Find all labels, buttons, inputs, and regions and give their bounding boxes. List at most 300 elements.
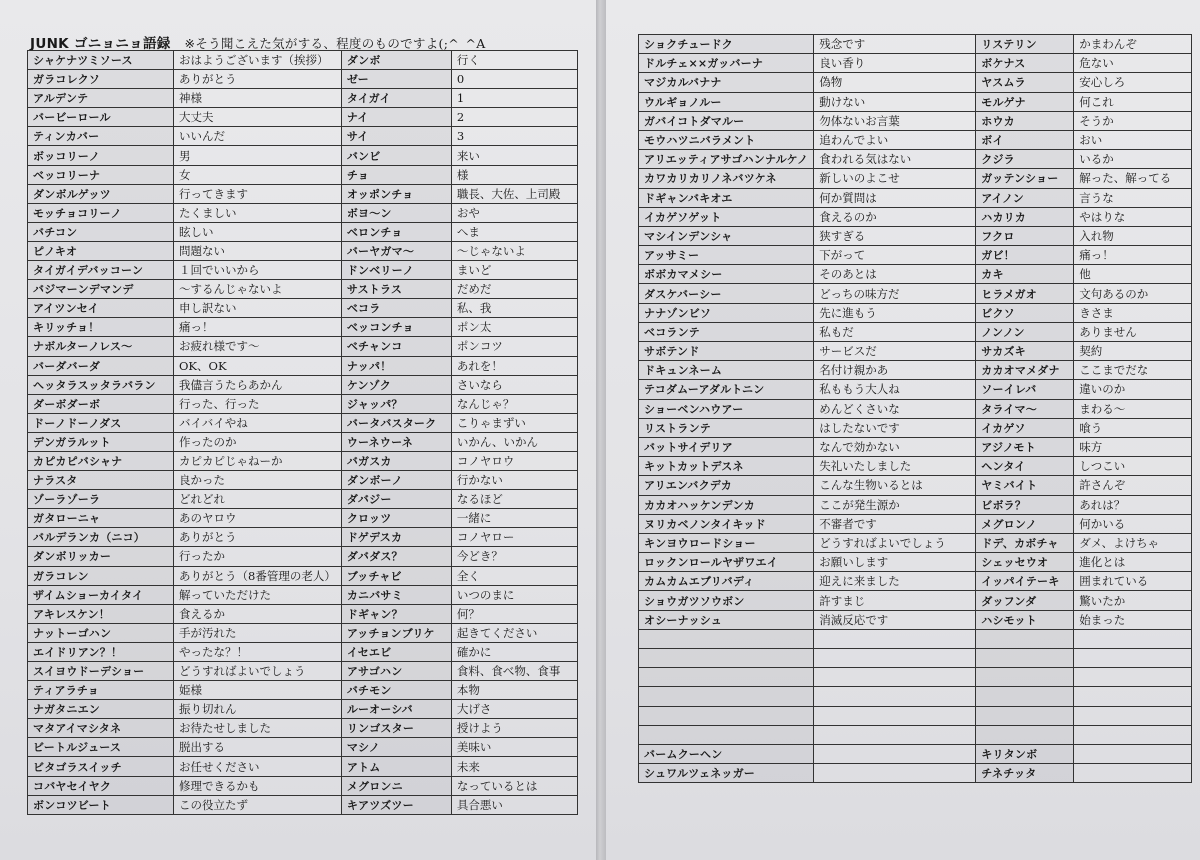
meaning-cell: こんな生物いるとは (814, 476, 976, 495)
term-cell: ウルギョノルー (639, 92, 814, 111)
term-cell: バンビ (341, 146, 451, 165)
meaning-cell: サービスだ (814, 342, 976, 361)
meaning-cell: 動けない (814, 92, 976, 111)
term-cell: ダッフンダ (976, 591, 1074, 610)
table-row (639, 226, 1192, 245)
term-cell: ヒラメガオ (976, 284, 1074, 303)
table-row (639, 610, 1192, 629)
term-cell: ナットーゴハン (28, 623, 174, 642)
meaning-cell: 女 (174, 165, 342, 184)
meaning-cell: へま (451, 222, 577, 241)
term-cell: サストラス (341, 280, 451, 299)
table-row (28, 318, 578, 337)
table-row (28, 356, 578, 375)
meaning-cell: めんどくさいな (814, 399, 976, 418)
term-cell: クジラ (976, 150, 1074, 169)
meaning-cell (1074, 744, 1192, 763)
meaning-cell: ダメ、よけちゃ (1074, 533, 1192, 552)
meaning-cell: 新しいのよこせ (814, 169, 976, 188)
term-cell (976, 706, 1074, 725)
meaning-cell: 大げさ (451, 700, 577, 719)
term-cell: キンヨウロードショー (639, 533, 814, 552)
meaning-cell: 具合悪い (451, 795, 577, 814)
meaning-cell (814, 725, 976, 744)
term-cell: ダンボ (341, 51, 451, 70)
term-cell: ベッコンチョ (341, 318, 451, 337)
table-row (639, 265, 1192, 284)
term-cell: ビクソ (976, 303, 1074, 322)
table-row (639, 553, 1192, 572)
table-row (28, 776, 578, 795)
meaning-cell: おはようございます（挨拶） (174, 51, 342, 70)
meaning-cell: 私ももう大人ね (814, 380, 976, 399)
term-cell: オシーナッシュ (639, 610, 814, 629)
term-cell: モッチョコリーノ (28, 203, 174, 222)
term-cell: ヌリカベノンタイキッド (639, 514, 814, 533)
term-cell: シュワルツェネッガー (639, 764, 814, 783)
term-cell: キットカットデスネ (639, 457, 814, 476)
table-row (639, 744, 1192, 763)
meaning-cell: 作ったのか (174, 432, 342, 451)
meaning-cell: 行く (451, 51, 577, 70)
meaning-cell: この役立たず (174, 795, 342, 814)
meaning-cell: 驚いたか (1074, 591, 1192, 610)
meaning-cell: ～するんじゃないよ (174, 280, 342, 299)
term-cell: バルデランカ（ニコ） (28, 528, 174, 547)
term-cell: チョ (341, 165, 451, 184)
meaning-cell: おい (1074, 130, 1192, 149)
table-row (639, 437, 1192, 456)
term-cell: タライマ～ (976, 399, 1074, 418)
term-cell: ガラコレン (28, 566, 174, 585)
meaning-cell: 囲まれている (1074, 572, 1192, 591)
term-cell: ダスケバーシー (639, 284, 814, 303)
meaning-cell: ここまでだな (1074, 361, 1192, 380)
table-row (639, 342, 1192, 361)
table-row (639, 399, 1192, 418)
meaning-cell: 未来 (451, 757, 577, 776)
table-row (28, 719, 578, 738)
meaning-cell: 消滅反応です (814, 610, 976, 629)
term-cell: アイツンセイ (28, 299, 174, 318)
table-row (639, 457, 1192, 476)
left-glossary-table (27, 50, 578, 815)
meaning-cell (1074, 687, 1192, 706)
term-cell: マタアイマシタネ (28, 719, 174, 738)
table-row (639, 303, 1192, 322)
term-cell: アリエッティアサゴハンナルケノ (639, 150, 814, 169)
table-row (28, 623, 578, 642)
meaning-cell (814, 649, 976, 668)
meaning-cell: あれを！ (451, 356, 577, 375)
term-cell (976, 668, 1074, 687)
term-cell (639, 649, 814, 668)
term-cell (639, 668, 814, 687)
left-page (0, 0, 596, 860)
meaning-cell: 私、我 (451, 299, 577, 318)
meaning-cell: どうすればよいでしょう (814, 533, 976, 552)
table-row (639, 380, 1192, 399)
meaning-cell (1074, 668, 1192, 687)
term-cell: ナッパ！ (341, 356, 451, 375)
meaning-cell: 不審者です (814, 514, 976, 533)
term-cell: バームクーヘン (639, 744, 814, 763)
term-cell (976, 649, 1074, 668)
term-cell: クロッツ (341, 509, 451, 528)
meaning-cell: 進化とは (1074, 553, 1192, 572)
term-cell: リンゴスター (341, 719, 451, 738)
term-cell: ハシモット (976, 610, 1074, 629)
term-cell: ダバジー (341, 490, 451, 509)
table-row (639, 207, 1192, 226)
meaning-cell: 違いのか (1074, 380, 1192, 399)
term-cell: アキレスケン！ (28, 604, 174, 623)
table-row (28, 471, 578, 490)
meaning-cell: 申し訳ない (174, 299, 342, 318)
meaning-cell: かまわんぞ (1074, 35, 1192, 54)
term-cell: マシノ (341, 738, 451, 757)
meaning-cell: ここが発生源か (814, 495, 976, 514)
term-cell: ガタローニャ (28, 509, 174, 528)
meaning-cell: ポンコツ (451, 337, 577, 356)
meaning-cell: 起きてください (451, 623, 577, 642)
title-note: ※そう聞こえた気がする、程度のものですよ(;^_^A (184, 36, 486, 51)
table-row (28, 642, 578, 661)
table-row (639, 188, 1192, 207)
term-cell: ダバダス？ (341, 547, 451, 566)
meaning-cell: やったな？！ (174, 642, 342, 661)
term-cell: ベコラ (341, 299, 451, 318)
term-cell: オッポンチョ (341, 184, 451, 203)
term-cell: ボイ (976, 130, 1074, 149)
meaning-cell: 問題ない (174, 241, 342, 260)
term-cell: バーダバーダ (28, 356, 174, 375)
term-cell: ティアラチョ (28, 681, 174, 700)
meaning-cell: どうすればよいでしょう (174, 662, 342, 681)
table-row (639, 725, 1192, 744)
term-cell: ベッコリーナ (28, 165, 174, 184)
term-cell (639, 706, 814, 725)
table-row (639, 169, 1192, 188)
right-glossary-table (638, 34, 1192, 783)
term-cell: バジマーンデマンデ (28, 280, 174, 299)
term-cell: ビートルジュース (28, 738, 174, 757)
meaning-cell: 痛っ！ (1074, 246, 1192, 265)
meaning-cell: 神様 (174, 89, 342, 108)
term-cell: ベチャンコ (341, 337, 451, 356)
table-row (28, 127, 578, 146)
term-cell: ティンカバー (28, 127, 174, 146)
meaning-cell: 狭すぎる (814, 226, 976, 245)
meaning-cell: お疲れ様です～ (174, 337, 342, 356)
table-row (639, 591, 1192, 610)
term-cell: カキ (976, 265, 1074, 284)
term-cell: ガバイコトダマルー (639, 111, 814, 130)
term-cell: ドキュンネーム (639, 361, 814, 380)
meaning-cell: おや (451, 203, 577, 222)
meaning-cell: 残念です (814, 35, 976, 54)
meaning-cell: 1 (451, 89, 577, 108)
table-row (28, 528, 578, 547)
meaning-cell: なんじゃ？ (451, 394, 577, 413)
meaning-cell: コノヤロー (451, 528, 577, 547)
meaning-cell: 良かった (174, 471, 342, 490)
table-row (28, 89, 578, 108)
term-cell (976, 629, 1074, 648)
meaning-cell: カピカピじゃねーか (174, 451, 342, 470)
meaning-cell: 許すまじ (814, 591, 976, 610)
meaning-cell: 入れ物 (1074, 226, 1192, 245)
meaning-cell: 美味い (451, 738, 577, 757)
meaning-cell: 何？ (451, 604, 577, 623)
meaning-cell: 一緒に (451, 509, 577, 528)
term-cell: イセエビ (341, 642, 451, 661)
term-cell: ナナゾンビソ (639, 303, 814, 322)
term-cell (639, 629, 814, 648)
table-row (28, 585, 578, 604)
term-cell: ロックンロールヤザワエイ (639, 553, 814, 572)
meaning-cell: 職長、大佐、上司殿 (451, 184, 577, 203)
table-row (639, 361, 1192, 380)
term-cell: ベロンチョ (341, 222, 451, 241)
page-gap (596, 0, 606, 860)
meaning-cell: いいんだ (174, 127, 342, 146)
table-row (28, 757, 578, 776)
meaning-cell (1074, 649, 1192, 668)
meaning-cell: 危ない (1074, 54, 1192, 73)
table-row (28, 108, 578, 127)
term-cell: キリッチョ！ (28, 318, 174, 337)
term-cell: バータバスターク (341, 413, 451, 432)
term-cell: ルーオーシバ (341, 700, 451, 719)
meaning-cell (1074, 706, 1192, 725)
term-cell: ナラスタ (28, 471, 174, 490)
term-cell: カピカピバシャナ (28, 451, 174, 470)
meaning-cell (1074, 725, 1192, 744)
meaning-cell: こりゃまずい (451, 413, 577, 432)
right-page (606, 0, 1200, 860)
term-cell (976, 687, 1074, 706)
term-cell: ドギャンバキオエ (639, 188, 814, 207)
meaning-cell: 修理できるかも (174, 776, 342, 795)
meaning-cell: お任せください (174, 757, 342, 776)
meaning-cell: 他 (1074, 265, 1192, 284)
meaning-cell: なっているとは (451, 776, 577, 795)
term-cell: ザイムショーカイタイ (28, 585, 174, 604)
table-row (639, 495, 1192, 514)
meaning-cell: ありがとう (174, 528, 342, 547)
meaning-cell: まいど (451, 261, 577, 280)
term-cell: バービーロール (28, 108, 174, 127)
meaning-cell: コノヤロウ (451, 451, 577, 470)
meaning-cell: 食料、食べ物、食事 (451, 662, 577, 681)
term-cell: ヤスムラ (976, 73, 1074, 92)
meaning-cell: どれどれ (174, 490, 342, 509)
term-cell: イカゲソゲット (639, 207, 814, 226)
meaning-cell: 全く (451, 566, 577, 585)
title-text: JUNK ゴニョニョ語録 (30, 36, 171, 52)
meaning-cell: 解った、解ってる (1074, 169, 1192, 188)
term-cell: ドギャン？ (341, 604, 451, 623)
meaning-cell: 来い (451, 146, 577, 165)
table-row (639, 246, 1192, 265)
meaning-cell: 今どき？ (451, 547, 577, 566)
meaning-cell: いるか (1074, 150, 1192, 169)
term-cell: コバヤセイヤク (28, 776, 174, 795)
table-row (28, 662, 578, 681)
term-cell: ボンコツビート (28, 795, 174, 814)
meaning-cell (814, 744, 976, 763)
table-row (28, 490, 578, 509)
table-row (28, 222, 578, 241)
table-row (639, 418, 1192, 437)
meaning-cell: 食えるか (174, 604, 342, 623)
meaning-cell: ありがとう（8番管理の老人） (174, 566, 342, 585)
table-row (28, 241, 578, 260)
term-cell: テコダムーアダルトニン (639, 380, 814, 399)
table-row (28, 203, 578, 222)
table-row (28, 509, 578, 528)
meaning-cell: 安心しろ (1074, 73, 1192, 92)
term-cell: エイドリアン？！ (28, 642, 174, 661)
meaning-cell: 下がって (814, 246, 976, 265)
meaning-cell (814, 668, 976, 687)
meaning-cell: 契約 (1074, 342, 1192, 361)
table-row (28, 299, 578, 318)
table-row (28, 432, 578, 451)
term-cell: ドンベリーノ (341, 261, 451, 280)
meaning-cell: 姫様 (174, 681, 342, 700)
meaning-cell: いかん、いかん (451, 432, 577, 451)
meaning-cell: さいなら (451, 375, 577, 394)
table-row (28, 547, 578, 566)
meaning-cell: 解っていただけた (174, 585, 342, 604)
term-cell: サイ (341, 127, 451, 146)
table-row (28, 184, 578, 203)
meaning-cell: 0 (451, 70, 577, 89)
term-cell: ナボルターノレス～ (28, 337, 174, 356)
meaning-cell: 名付け親かあ (814, 361, 976, 380)
table-row (639, 533, 1192, 552)
meaning-cell: お願いします (814, 553, 976, 572)
meaning-cell: 勿体ないお言葉 (814, 111, 976, 130)
table-row (28, 681, 578, 700)
meaning-cell: バイバイやね (174, 413, 342, 432)
table-row (28, 280, 578, 299)
term-cell: バチモン (341, 681, 451, 700)
term-cell: ナガタニエン (28, 700, 174, 719)
term-cell: ボボカマメシー (639, 265, 814, 284)
table-row (28, 394, 578, 413)
term-cell: イッパイテーキ (976, 572, 1074, 591)
meaning-cell: なるほど (451, 490, 577, 509)
term-cell: シェッセウオ (976, 553, 1074, 572)
term-cell: ボッコリーノ (28, 146, 174, 165)
table-row (639, 54, 1192, 73)
term-cell: ゼー (341, 70, 451, 89)
meaning-cell: 行かない (451, 471, 577, 490)
meaning-cell: OK、OK (174, 356, 342, 375)
term-cell: ショクチュードク (639, 35, 814, 54)
term-cell: カムカムエブリバディ (639, 572, 814, 591)
table-row (639, 706, 1192, 725)
term-cell: カカオハッケンデンカ (639, 495, 814, 514)
term-cell: ハカリカ (976, 207, 1074, 226)
meaning-cell: どっちの味方だ (814, 284, 976, 303)
meaning-cell: 行ってきます (174, 184, 342, 203)
term-cell: ショウガツソウボン (639, 591, 814, 610)
term-cell: ビボラ？ (976, 495, 1074, 514)
term-cell: ウーネウーネ (341, 432, 451, 451)
meaning-cell: 言うな (1074, 188, 1192, 207)
term-cell: ヤミバイト (976, 476, 1074, 495)
term-cell: デンガラルット (28, 432, 174, 451)
term-cell: バットサイデリア (639, 437, 814, 456)
table-row (639, 150, 1192, 169)
table-row (28, 70, 578, 89)
document-title (30, 32, 486, 52)
meaning-cell: 本物 (451, 681, 577, 700)
table-row (28, 413, 578, 432)
term-cell: スイヨウドーデショー (28, 662, 174, 681)
term-cell: カカオマメダナ (976, 361, 1074, 380)
term-cell: バガスカ (341, 451, 451, 470)
meaning-cell: 脱出する (174, 738, 342, 757)
meaning-cell: 失礼いたしました (814, 457, 976, 476)
meaning-cell: 2 (451, 108, 577, 127)
table-row (639, 130, 1192, 149)
term-cell: アジノモト (976, 437, 1074, 456)
term-cell: マシインデンシャ (639, 226, 814, 245)
table-row (639, 92, 1192, 111)
term-cell: アトム (341, 757, 451, 776)
table-row (639, 73, 1192, 92)
term-cell: カニバサミ (341, 585, 451, 604)
meaning-cell: いつのまに (451, 585, 577, 604)
meaning-cell: 始まった (1074, 610, 1192, 629)
table-row (639, 629, 1192, 648)
term-cell (639, 725, 814, 744)
term-cell: ヘンタイ (976, 457, 1074, 476)
table-row (28, 375, 578, 394)
term-cell: チネチッタ (976, 764, 1074, 783)
meaning-cell (1074, 764, 1192, 783)
table-row (28, 700, 578, 719)
meaning-cell: ありません (1074, 322, 1192, 341)
term-cell: アッチョンブリケ (341, 623, 451, 642)
meaning-cell: そのあとは (814, 265, 976, 284)
term-cell (639, 687, 814, 706)
term-cell: バチコン (28, 222, 174, 241)
table-row (28, 738, 578, 757)
term-cell: ドルチェ××ガッバーナ (639, 54, 814, 73)
table-row (28, 165, 578, 184)
meaning-cell: 喰う (1074, 418, 1192, 437)
table-row (28, 566, 578, 585)
term-cell: ドデ、カボチャ (976, 533, 1074, 552)
meaning-cell: たくましい (174, 203, 342, 222)
meaning-cell (814, 764, 976, 783)
term-cell: メグロンノ (976, 514, 1074, 533)
term-cell: サカズキ (976, 342, 1074, 361)
term-cell: ガッテンショー (976, 169, 1074, 188)
term-cell: モルゲナ (976, 92, 1074, 111)
meaning-cell: 偽物 (814, 73, 976, 92)
meaning-cell: 何かいる (1074, 514, 1192, 533)
meaning-cell (814, 706, 976, 725)
meaning-cell: 文句あるのか (1074, 284, 1192, 303)
term-cell: ダーボダーボ (28, 394, 174, 413)
